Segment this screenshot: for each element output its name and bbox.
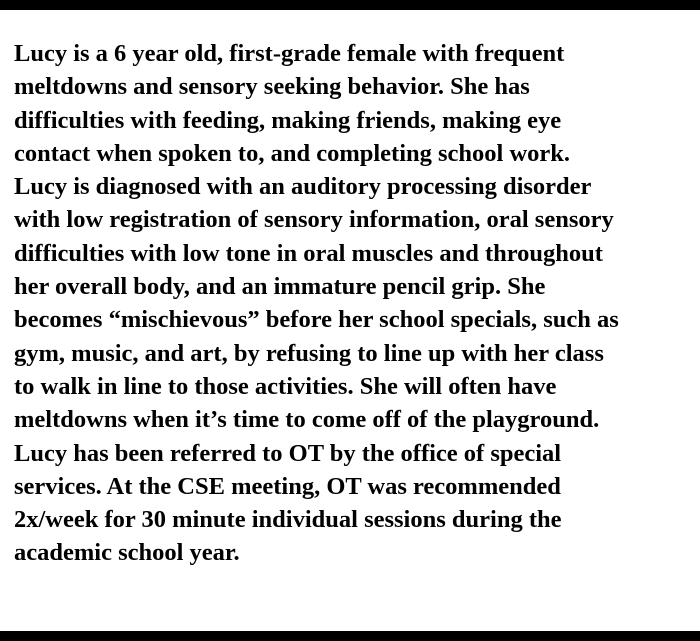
- case-description-paragraph: [14, 37, 694, 570]
- text-line: services. At the CSE meeting, OT was recommended: [14, 472, 561, 500]
- text-line: gym, music, and art, by refusing to line up with her class: [14, 339, 604, 367]
- text-line: difficulties with feeding, making friends, making eye: [14, 106, 562, 134]
- document-page: [0, 10, 700, 631]
- text-line: with low registration of sensory information, oral sensory: [14, 206, 614, 234]
- text-line: becomes “mischievous” before her school specials, such as: [14, 306, 619, 334]
- text-line: Lucy is a 6 year old, first-grade female with frequent: [14, 40, 565, 67]
- text-line: academic school year.: [14, 539, 240, 567]
- text-line: Lucy is diagnosed with an auditory processing disorder: [14, 173, 592, 201]
- text-line: 2x/week for 30 minute individual sessions during the: [14, 506, 562, 534]
- text-line: difficulties with low tone in oral muscles and throughout: [14, 239, 603, 267]
- text-line: her overall body, and an immature pencil grip. She: [14, 273, 546, 301]
- text-line: meltdowns when it’s time to come off of the playground.: [14, 406, 600, 434]
- text-line: Lucy has been referred to OT by the office of special: [14, 439, 562, 467]
- text-line: to walk in line to those activities. She will often have: [14, 372, 557, 400]
- text-line: meltdowns and sensory seeking behavior. She has: [14, 73, 530, 101]
- text-line: contact when spoken to, and completing school work.: [14, 139, 571, 167]
